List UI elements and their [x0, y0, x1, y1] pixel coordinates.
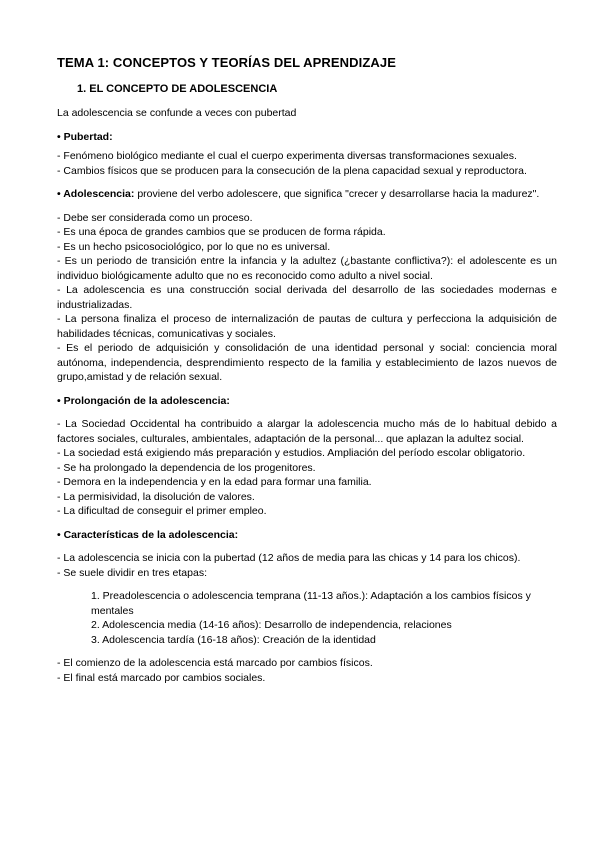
list-item: - El final está marcado por cambios sociales. [57, 671, 266, 684]
list-item: - Es un periodo de transición entre la infancia y la adultez (¿bastante conflictiva?): el adolescente es un individuo biológicamente adulto que no es reconocido como adulto a nivel social. [57, 255, 557, 282]
list-item: - Es un hecho psicosociológico, por lo que no es universal. [57, 240, 331, 253]
list-item: - Se ha prolongado la dependencia de los progenitores. [57, 461, 316, 474]
list-item: - La dificultad de conseguir el primer empleo. [57, 505, 267, 517]
stages-list [91, 589, 557, 647]
list-item: - Debe ser considerada como un proceso. [57, 211, 253, 224]
list-item: - Es el periodo de adquisición y consolidación de una identidad personal y social: conciencia moral autónoma, independencia, desprendimiento respecto de la familia y establecimiento de lazos nuevos de grupo,amistad y de relación sexual. [57, 342, 557, 383]
pubertad-heading: • Pubertad: [57, 130, 113, 143]
list-item: - Fenómeno biológico mediante el cual el cuerpo experimenta diversas transformaciones sexuales. [57, 150, 517, 162]
section-heading: 1. EL CONCEPTO DE ADOLESCENCIA [77, 83, 278, 95]
list-item: - Es una época de grandes cambios que se producen de forma rápida. [57, 226, 386, 238]
stage-item: 1. Preadolescencia o adolescencia temprana (11-13 años.): Adaptación a los cambios físicos y mentales [91, 590, 531, 617]
adolescencia-definition [57, 187, 557, 202]
list-item: - Demora en la independencia y en la edad para formar una familia. [57, 476, 372, 488]
list-item: - Se suele dividir en tres etapas: [57, 566, 207, 579]
intro-paragraph: La adolescencia se confunde a veces con pubertad [57, 107, 297, 119]
caracteristicas-heading: • Características de la adolescencia: [57, 528, 239, 541]
adolescencia-definition-text: proviene del verbo adolescere, que significa "crecer y desarrollarse hacia la madurez". [134, 188, 540, 200]
page-title: TEMA 1: CONCEPTOS Y TEORÍAS DEL APRENDIZAJE [57, 55, 396, 70]
list-item: - La adolescencia se inicia con la pubertad (12 años de media para las chicas y 14 para los chicos). [57, 552, 521, 564]
list-item: - Cambios físicos que se producen para la consecución de la plena capacidad sexual y reproductora. [57, 164, 527, 177]
list-item: - El comienzo de la adolescencia está marcado por cambios físicos. [57, 657, 373, 669]
list-item: - La persona finaliza el proceso de internalización de pautas de cultura y perfecciona la adquisición de habilidades técnicas, comunicativas y sociales. [57, 313, 557, 340]
stage-item: 3. Adolescencia tardía (16-18 años): Creación de la identidad [91, 633, 376, 646]
list-item: - La permisividad, la disolución de valores. [57, 490, 255, 503]
list-item: - La adolescencia es una construcción social derivada del desarrollo de las sociedades modernas e industrializadas. [57, 284, 557, 311]
adolescencia-heading: • Adolescencia: [57, 188, 135, 200]
stage-item: 2. Adolescencia media (14-16 años): Desarrollo de independencia, relaciones [91, 619, 452, 631]
list-item: - La Sociedad Occidental ha contribuido a alargar la adolescencia mucho más de lo habitual debido a factores sociales, culturales, ambientales, adaptación de la personal... que aplazan la adultez social. [57, 418, 557, 445]
prolongacion-heading: • Prolongación de la adolescencia: [57, 394, 230, 407]
list-item: - La sociedad está exigiendo más preparación y estudios. Ampliación del período escolar obligatorio. [57, 447, 526, 459]
